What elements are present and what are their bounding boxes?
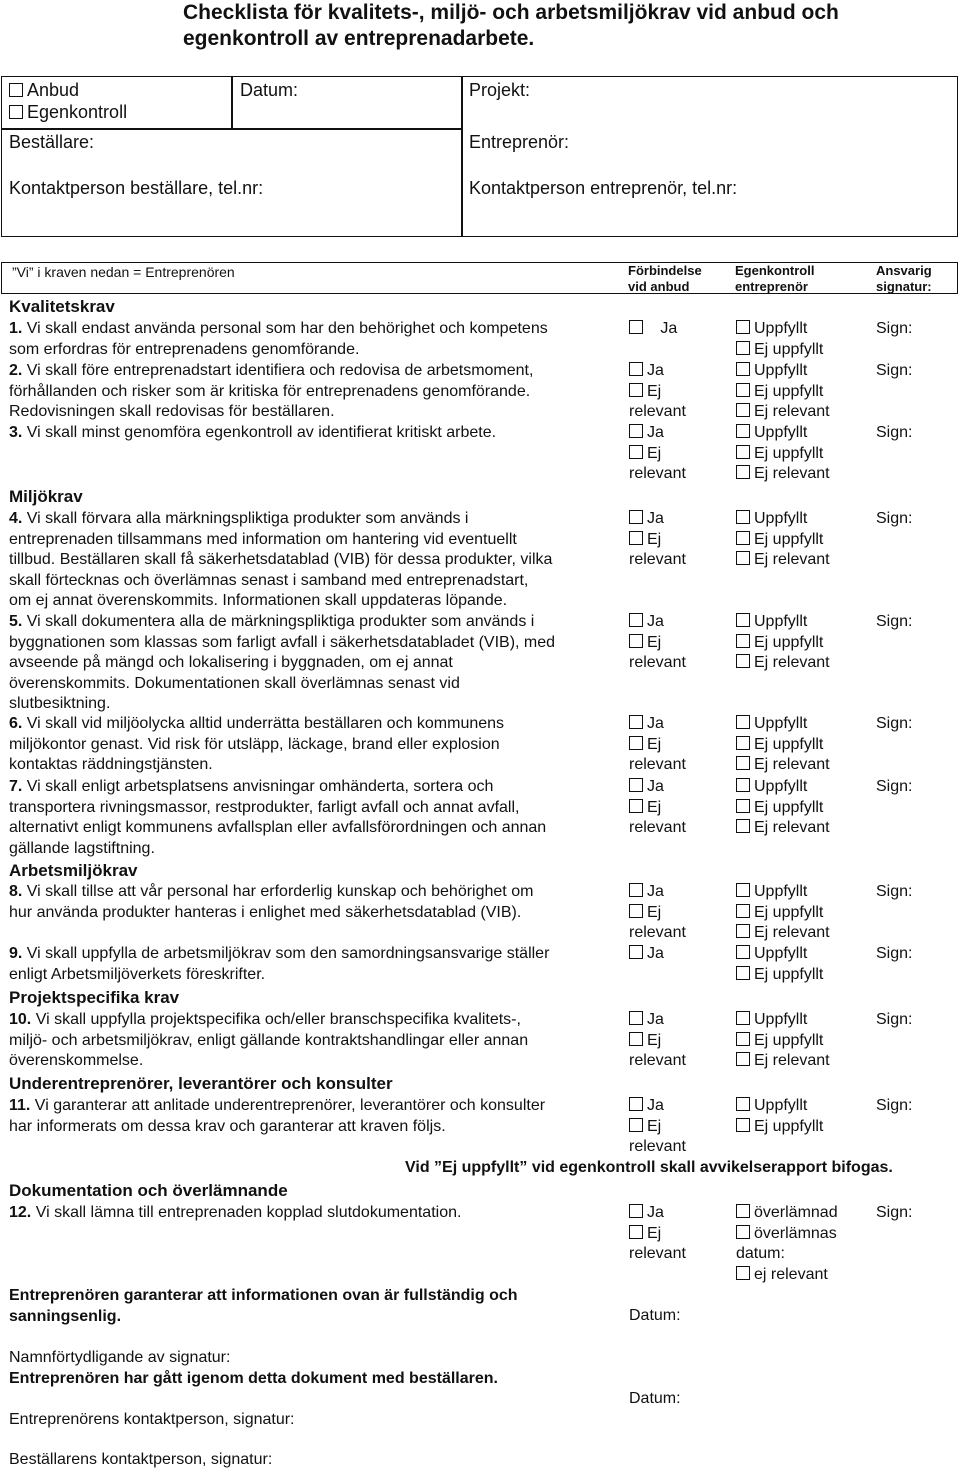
item-7: 7. Vi skall enligt arbetsplatsens anvisningar omhänderta, sortera och transportera rivningsmassor, restprodukter, farligt avfall och annat avfall, alternativt enligt kommunens avfallsplan eller avfallsförordningen och annan gällande lagstiftning.	[9, 778, 547, 857]
item-3-ej[interactable]: Ej	[629, 444, 686, 465]
col-egenkontroll: Egenkontroll entreprenör	[735, 263, 815, 294]
entreprenor-label: Entreprenör:	[469, 132, 570, 152]
item-1-ja[interactable]: Ja	[629, 319, 677, 340]
col-ansvarig: Ansvarig signatur:	[876, 263, 932, 294]
item-11-anbud: Ja Ej relevant	[629, 1097, 686, 1155]
item-7-uppfyllt[interactable]: Uppfyllt	[736, 777, 830, 798]
item-6-ej[interactable]: Ej	[629, 735, 686, 756]
section-arbetsmiljokrav: Arbetsmiljökrav	[9, 861, 138, 880]
item-1-sign: Sign:	[876, 320, 913, 337]
item-9-sign: Sign:	[876, 945, 913, 962]
item-11-uppfyllt[interactable]: Uppfyllt	[736, 1096, 823, 1117]
item-2-anbud: Ja Ej relevant	[629, 362, 686, 420]
header-divider-v2	[461, 76, 463, 237]
item-5-ej-uppfyllt[interactable]: Ej uppfyllt	[736, 633, 830, 654]
item-5-ej[interactable]: Ej	[629, 633, 686, 654]
item-6-egenkontroll	[736, 714, 830, 776]
item-5-ej-relevant[interactable]: Ej relevant	[736, 653, 830, 674]
item-5: 5. Vi skall dokumentera alla de märkningspliktiga produkter som används i byggnationen som klassas som farligt avfall i säkerhetsdatabladet (VIB), med avseende på mängd och lokalisering i byggnaden, om ej annat överenskommits. Dokumentationen skall överlämnas senast vid slutbesiktning.	[9, 613, 556, 712]
item-3: 3. Vi skall minst genomföra egenkontroll av identifierat kritiskt arbete.	[9, 424, 497, 441]
item-6-sign: Sign:	[876, 715, 913, 732]
section-underentreprenorer: Underentreprenörer, leverantörer och konsulter	[9, 1074, 393, 1093]
kontakt-entreprenor-label: Kontaktperson entreprenör, tel.nr:	[469, 178, 738, 198]
item-11-ja[interactable]: Ja	[629, 1096, 686, 1117]
item-3-egenkontroll	[736, 423, 830, 485]
item-8-ej-relevant[interactable]: Ej relevant	[736, 923, 830, 944]
item-7-ej-uppfyllt[interactable]: Ej uppfyllt	[736, 798, 830, 819]
item-1-ej-uppfyllt[interactable]: Ej uppfyllt	[736, 340, 823, 361]
item-9: 9. Vi skall uppfylla de arbetsmiljökrav som den samordningsansvarige ställer enligt Arbetsmiljöverkets föreskrifter.	[9, 945, 550, 983]
item-10-ja[interactable]: Ja	[629, 1010, 686, 1031]
item-6: 6. Vi skall vid miljöolycka alltid underrätta beställaren och kommunens miljökontor genast. Vid risk för utsläpp, läckage, brand eller explosion kontaktas räddningstjänsten.	[9, 715, 505, 773]
item-8-egenkontroll	[736, 882, 830, 944]
item-12: 12. Vi skall lämna till entreprenaden kopplad slutdokumentation.	[9, 1204, 462, 1221]
item-9-anbud	[629, 944, 664, 965]
item-4-egenkontroll	[736, 509, 830, 571]
section-kvalitetskrav: Kvalitetskrav	[9, 297, 115, 316]
item-8-ej[interactable]: Ej	[629, 903, 686, 924]
item-2-egenkontroll	[736, 361, 830, 423]
section-miljokrav: Miljökrav	[9, 487, 83, 506]
section-dokumentation: Dokumentation och överlämnande	[9, 1181, 288, 1200]
item-8-uppfyllt[interactable]: Uppfyllt	[736, 882, 830, 903]
egenkontroll-option[interactable]: Egenkontroll	[9, 101, 127, 123]
item-5-anbud: Ja Ej relevant	[629, 613, 686, 671]
anbud-checkbox[interactable]	[9, 83, 23, 97]
item-11-ej-uppfyllt[interactable]: Ej uppfyllt	[736, 1117, 823, 1138]
item-6-ej-relevant[interactable]: Ej relevant	[736, 755, 830, 776]
item-7-ej-relevant[interactable]: Ej relevant	[736, 818, 830, 839]
table-intro: ”Vi” i kraven nedan = Entreprenören	[12, 264, 235, 280]
bestallare-label: Beställare:	[9, 132, 95, 152]
item-3-sign: Sign:	[876, 424, 913, 441]
item-1: 1. Vi skall endast använda personal som har den behörighet och kompetens som erfordras för entreprenadens genomförande.	[9, 320, 548, 358]
genomgatt-text: Entreprenören har gått igenom detta dokument med beställaren.	[9, 1370, 498, 1387]
section-projektspecifika: Projektspecifika krav	[9, 988, 180, 1007]
item-3-anbud: Ja Ej relevant	[629, 424, 686, 482]
item-4-uppfyllt[interactable]: Uppfyllt	[736, 509, 830, 530]
item-3-ej-relevant[interactable]: Ej relevant	[736, 464, 830, 485]
namnfortydligande: Namnförtydligande av signatur:	[9, 1349, 231, 1366]
item-11-sign: Sign:	[876, 1097, 913, 1114]
kontakt-bestallare-label: Kontaktperson beställare, tel.nr:	[9, 178, 264, 198]
item-4: 4. Vi skall förvara alla märkningspliktiga produkter som används i entreprenaden tillsammans med information om hantering vid eventuellt tillbud. Beställaren skall få säkerhetsdatablad (VIB) för dessa produkter, vilka skall förtecknas och överlämnas senast i samband med entreprenadstart, om ej annat överenskommits. Informationen skall uppdateras löpande.	[9, 510, 553, 609]
item-10-ej-relevant[interactable]: Ej relevant	[736, 1051, 830, 1072]
item-8-ej-uppfyllt[interactable]: Ej uppfyllt	[736, 903, 830, 924]
item-10-ej-uppfyllt[interactable]: Ej uppfyllt	[736, 1031, 830, 1052]
item-5-sign: Sign:	[876, 613, 913, 630]
item-8: 8. Vi skall tillse att vår personal har erforderlig kunskap och behörighet om hur använda produkter hanteras i enlighet med säkerhetsdatablad (VIB).	[9, 883, 534, 921]
item-10-egenkontroll	[736, 1010, 830, 1072]
item-2-ej-relevant[interactable]: Ej relevant	[736, 402, 830, 423]
item-9-ej-uppfyllt[interactable]: Ej uppfyllt	[736, 965, 823, 986]
egenkontroll-checkbox[interactable]	[9, 105, 23, 119]
item-6-uppfyllt[interactable]: Uppfyllt	[736, 714, 830, 735]
item-1-uppfyllt[interactable]: Uppfyllt	[736, 319, 823, 340]
item-5-egenkontroll	[736, 612, 830, 674]
item-5-uppfyllt[interactable]: Uppfyllt	[736, 612, 830, 633]
item-3-ja[interactable]: Ja	[629, 423, 686, 444]
item-12-egenkontroll: överlämnad överlämnas datum: ej relevant	[736, 1203, 838, 1285]
item-2: 2. Vi skall före entreprenadstart identifiera och redovisa de arbetsmoment, förhållanden och risker som är kritiska för entreprenadens genomförande. Redovisningen skall redovisas för beställaren.	[9, 362, 534, 420]
item-1-egenkontroll	[736, 319, 823, 360]
header-divider-v1	[231, 76, 233, 129]
item-7-sign: Sign:	[876, 778, 913, 795]
bestallare-kontakt-signatur: Beställarens kontaktperson, signatur:	[9, 1451, 273, 1468]
item-4-anbud: Ja Ej relevant	[629, 510, 686, 568]
col-forbindelse: Förbindelse vid anbud	[628, 263, 702, 294]
item-3-ej-uppfyllt[interactable]: Ej uppfyllt	[736, 444, 830, 465]
item-3-uppfyllt[interactable]: Uppfyllt	[736, 423, 830, 444]
avvikelse-notice: Vid ”Ej uppfyllt” vid egenkontroll skall avvikelserapport bifogas.	[405, 1159, 893, 1176]
item-10-sign: Sign:	[876, 1011, 913, 1028]
header-divider-h	[1, 128, 462, 130]
item-7-egenkontroll	[736, 777, 830, 839]
guarantee-text: Entreprenören garanterar att informationen ovan är fullständig och sanningsenlig.	[9, 1287, 518, 1325]
item-7-ja[interactable]: Ja	[629, 777, 686, 798]
item-12-anbud: Ja Ej relevant	[629, 1204, 686, 1262]
item-12-sign: Sign:	[876, 1204, 913, 1221]
item-12-ja[interactable]: Ja	[629, 1203, 686, 1224]
item-6-ja[interactable]: Ja	[629, 714, 686, 735]
item-9-ja[interactable]: Ja	[629, 944, 664, 965]
item-11-egenkontroll	[736, 1096, 823, 1137]
item-10-uppfyllt[interactable]: Uppfyllt	[736, 1010, 830, 1031]
item-4-ja[interactable]: Ja	[629, 509, 686, 530]
datum-label: Datum:	[240, 80, 299, 100]
item-8-ja[interactable]: Ja	[629, 882, 686, 903]
item-5-ja[interactable]: Ja	[629, 612, 686, 633]
item-12-ej[interactable]: Ej	[629, 1224, 686, 1245]
item-10-ej[interactable]: Ej	[629, 1031, 686, 1052]
item-10-anbud: Ja Ej relevant	[629, 1011, 686, 1069]
item-12-overlamnad[interactable]: överlämnad	[736, 1203, 838, 1224]
item-11-ej[interactable]: Ej	[629, 1117, 686, 1138]
item-2-uppfyllt[interactable]: Uppfyllt	[736, 361, 830, 382]
item-4-sign: Sign:	[876, 510, 913, 527]
item-7-anbud: Ja Ej relevant	[629, 778, 686, 836]
document-title: Checklista för kvalitets-, miljö- och arbetsmiljökrav vid anbud och egenkontroll av entreprenadarbete.	[183, 1, 839, 50]
item-10: 10. Vi skall uppfylla projektspecifika och/eller branschspecifika kvalitets-, miljö- och arbetsmiljökrav, enligt gällande kontraktshandlingar eller annan överenskommelse.	[9, 1011, 529, 1069]
item-2-sign: Sign:	[876, 362, 913, 379]
item-9-uppfyllt[interactable]: Uppfyllt	[736, 944, 823, 965]
item-4-ej[interactable]: Ej	[629, 530, 686, 551]
datum-2: Datum:	[629, 1390, 681, 1407]
projekt-label: Projekt:	[469, 80, 531, 100]
item-9-egenkontroll	[736, 944, 823, 985]
item-6-ej-uppfyllt[interactable]: Ej uppfyllt	[736, 735, 830, 756]
item-2-ej[interactable]: Ej	[629, 382, 686, 403]
item-8-sign: Sign:	[876, 883, 913, 900]
item-2-ej-uppfyllt[interactable]: Ej uppfyllt	[736, 382, 830, 403]
item-1-anbud	[629, 319, 677, 340]
item-8-anbud: Ja Ej relevant	[629, 883, 686, 941]
item-7-ej[interactable]: Ej	[629, 798, 686, 819]
item-6-anbud: Ja Ej relevant	[629, 715, 686, 773]
item-4-ej-uppfyllt[interactable]: Ej uppfyllt	[736, 530, 830, 551]
anbud-option[interactable]: Anbud	[9, 79, 79, 101]
item-12-ej-relevant[interactable]: ej relevant	[736, 1265, 838, 1286]
item-12-overlamnas[interactable]: överlämnas	[736, 1224, 838, 1245]
item-2-ja[interactable]: Ja	[629, 361, 686, 382]
item-4-ej-relevant[interactable]: Ej relevant	[736, 550, 830, 571]
datum-1: Datum:	[629, 1307, 681, 1324]
item-11: 11. Vi garanterar att anlitade underentreprenörer, leverantörer och konsulter har informerats om dessa krav och garanterar att kraven följs.	[9, 1097, 546, 1135]
entreprenor-kontakt-signatur: Entreprenörens kontaktperson, signatur:	[9, 1411, 295, 1428]
